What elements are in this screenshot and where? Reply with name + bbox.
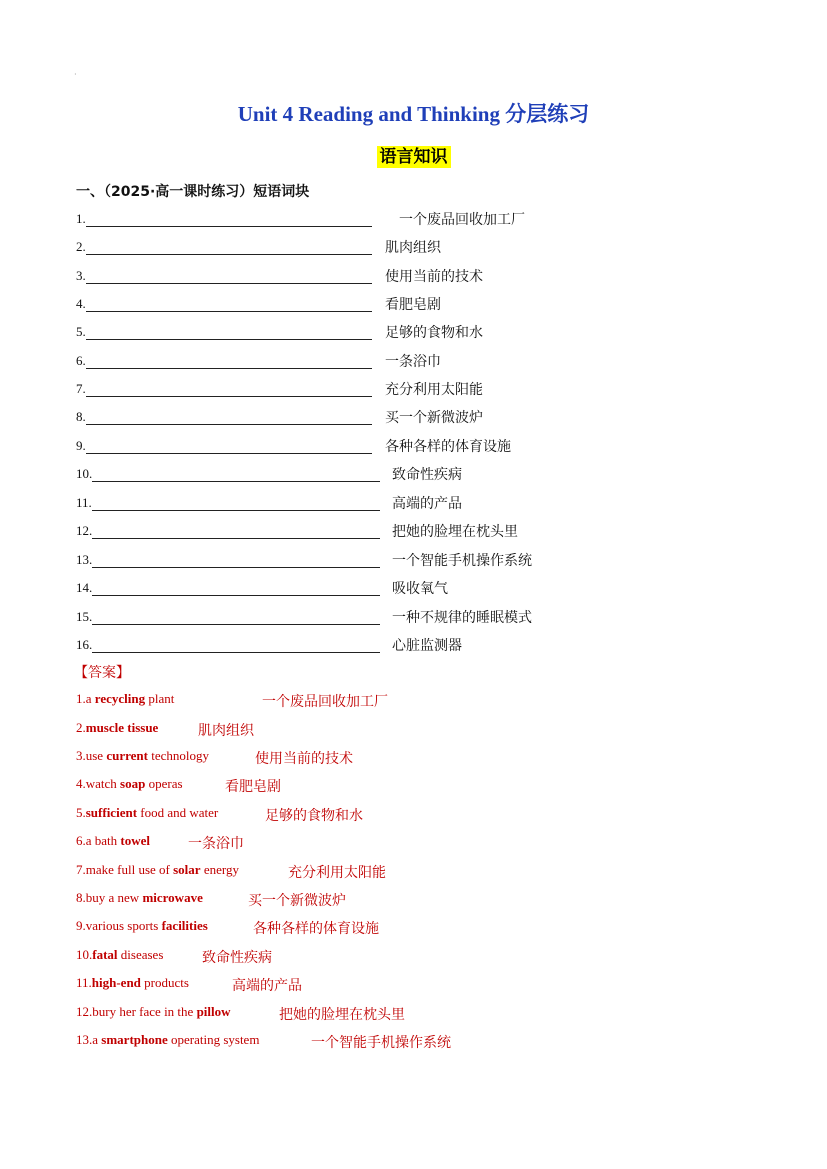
question-number: 11.: [76, 495, 92, 510]
question-chinese: 一个废品回收加工厂: [399, 212, 525, 228]
answer-text: 7.make full use of: [76, 862, 174, 877]
question-row: [76, 293, 576, 315]
answer-text: diseases: [117, 947, 164, 962]
question-row: [76, 406, 576, 428]
answer-keyword: soap: [120, 776, 146, 791]
answer-english: [76, 776, 183, 791]
answer-text: operas: [145, 776, 183, 791]
question-number: 13.: [76, 552, 93, 567]
answer-chinese: 看肥皂剧: [225, 779, 281, 795]
question-chinese: 看肥皂剧: [385, 297, 441, 313]
answer-chinese: 各种各样的体育设施: [253, 921, 379, 937]
answer-chinese: 充分利用太阳能: [288, 865, 386, 881]
question-number: 14.: [76, 580, 93, 595]
question-chinese: 一种不规律的睡眠模式: [392, 610, 532, 626]
answer-keyword: current: [106, 748, 148, 763]
answer-row: [76, 748, 353, 767]
question-number: 9.: [76, 438, 86, 453]
question-row: [76, 435, 576, 457]
answer-blank-line[interactable]: [92, 481, 380, 482]
answer-label: 【答案】: [74, 665, 130, 681]
answer-blank-line[interactable]: [92, 567, 380, 568]
answer-english: [76, 1032, 259, 1047]
answer-chinese: 肌肉组织: [198, 723, 254, 739]
answer-blank-line[interactable]: [92, 624, 380, 625]
answer-text: 5.: [76, 805, 86, 820]
question-row: [76, 549, 576, 571]
answer-chinese: 足够的食物和水: [265, 808, 363, 824]
answer-blank-line[interactable]: [86, 283, 372, 284]
answer-row: [76, 805, 363, 824]
question-row: [76, 350, 576, 372]
answer-english: [76, 805, 218, 820]
section-heading-label: 语言知识: [377, 146, 451, 168]
answer-text: 3.use: [76, 748, 107, 763]
question-chinese: 吸收氧气: [392, 581, 448, 597]
answer-keyword: towel: [120, 833, 151, 848]
section-heading: [0, 142, 827, 167]
answer-blank-line[interactable]: [86, 254, 372, 255]
answer-text: plant: [145, 691, 175, 706]
question-row: [76, 520, 576, 542]
answer-text: 8.buy a new: [76, 890, 143, 905]
answer-text: 2.: [76, 720, 86, 735]
question-row: [76, 208, 576, 230]
question-number: 8.: [76, 409, 86, 424]
answer-text: technology: [147, 748, 209, 763]
answer-blank-line[interactable]: [92, 510, 380, 511]
question-chinese: 心脏监测器: [392, 638, 462, 654]
answer-row: [76, 691, 388, 710]
question-chinese: 高端的产品: [392, 496, 462, 512]
answer-english: [76, 862, 239, 877]
question-row: [76, 463, 576, 485]
answer-blank-line[interactable]: [92, 538, 380, 539]
question-row: [76, 606, 576, 628]
answer-keyword: solar: [173, 862, 201, 877]
answer-keyword: microwave: [142, 890, 203, 905]
answer-row: [76, 975, 302, 994]
answer-text: products: [140, 975, 189, 990]
answer-english: [76, 975, 189, 990]
question-chinese: 充分利用太阳能: [385, 382, 483, 398]
answer-chinese: 一条浴巾: [188, 836, 244, 852]
answer-keyword: recycling: [94, 691, 146, 706]
question-chinese: 一条浴巾: [385, 354, 441, 370]
question-chinese: 足够的食物和水: [385, 325, 483, 341]
answer-row: [76, 720, 254, 739]
question-chinese: 把她的脸埋在枕头里: [392, 524, 518, 540]
question-chinese: 一个智能手机操作系统: [392, 553, 532, 569]
answer-text: 4.watch: [76, 776, 121, 791]
question-chinese: 买一个新微波炉: [385, 410, 483, 426]
page-title: Unit 4 Reading and Thinking 分层练习: [237, 102, 590, 126]
answer-english: [76, 890, 203, 905]
answer-english: [76, 720, 158, 735]
question-number: 3.: [76, 268, 86, 283]
question-number: 4.: [76, 296, 86, 311]
question-row: [76, 321, 576, 343]
answer-blank-line[interactable]: [86, 339, 372, 340]
answer-row: [76, 1032, 451, 1051]
answer-blank-line[interactable]: [86, 396, 372, 397]
answer-text: 6.a bath: [76, 833, 121, 848]
answer-blank-line[interactable]: [92, 595, 380, 596]
answer-blank-line[interactable]: [86, 424, 372, 425]
answer-keyword: sufficient: [85, 805, 138, 820]
answer-blank-line[interactable]: [86, 311, 372, 312]
answer-text: operating system: [167, 1032, 260, 1047]
page-dot: ·: [74, 70, 77, 79]
answer-text: 9.various sports: [76, 918, 162, 933]
answer-keyword: fatal: [92, 947, 118, 962]
answer-blank-line[interactable]: [86, 453, 372, 454]
answer-text: 12.bury her face in the: [76, 1004, 197, 1019]
answer-blank-line[interactable]: [86, 368, 372, 369]
answer-row: [76, 947, 272, 966]
answer-blank-line[interactable]: [92, 652, 380, 653]
question-row: [76, 236, 576, 258]
question-row: [76, 492, 576, 514]
question-chinese: 致命性疾病: [392, 467, 462, 483]
question-chinese: 各种各样的体育设施: [385, 439, 511, 455]
answer-text: 13.a: [76, 1032, 102, 1047]
answer-english: [76, 691, 174, 706]
answer-english: [76, 918, 208, 933]
answer-chinese: 买一个新微波炉: [248, 893, 346, 909]
question-number: 10.: [76, 466, 93, 481]
answer-chinese: 致命性疾病: [202, 950, 272, 966]
answer-keyword: smartphone: [101, 1032, 168, 1047]
answer-keyword: muscle tissue: [85, 720, 159, 735]
answer-row: [76, 890, 346, 909]
answer-text: 10.: [76, 947, 93, 962]
question-number: 1.: [76, 211, 86, 226]
question-number: 12.: [76, 523, 93, 538]
question-row: [76, 378, 576, 400]
answer-text: 1.a: [76, 691, 95, 706]
answer-blank-line[interactable]: [86, 226, 372, 227]
answer-chinese: 使用当前的技术: [255, 751, 353, 767]
answer-row: [76, 1004, 405, 1023]
answer-english: [76, 1004, 231, 1019]
question-number: 5.: [76, 324, 86, 339]
question-row: [76, 577, 576, 599]
answer-english: [76, 833, 150, 848]
question-number: 15.: [76, 609, 93, 624]
question-number: 6.: [76, 353, 86, 368]
answer-keyword: pillow: [196, 1004, 231, 1019]
question-number: 16.: [76, 637, 93, 652]
answer-chinese: 把她的脸埋在枕头里: [279, 1007, 405, 1023]
answer-chinese: 一个智能手机操作系统: [311, 1035, 451, 1051]
part-title: 一、（2025·高一课时练习）短语词块: [76, 184, 310, 200]
answer-row: [76, 833, 244, 852]
question-chinese: 肌肉组织: [385, 240, 441, 256]
answer-row: [76, 862, 386, 881]
answer-chinese: 高端的产品: [232, 978, 302, 994]
question-row: [76, 634, 576, 656]
answer-english: [76, 947, 163, 962]
answer-row: [76, 918, 379, 937]
answer-text: energy: [200, 862, 239, 877]
answer-keyword: facilities: [161, 918, 208, 933]
answer-text: food and water: [137, 805, 219, 820]
answer-chinese: 一个废品回收加工厂: [262, 694, 388, 710]
answer-keyword: high-end: [91, 975, 141, 990]
answer-text: 11.: [76, 975, 92, 990]
question-number: 2.: [76, 239, 86, 254]
question-chinese: 使用当前的技术: [385, 269, 483, 285]
question-row: [76, 265, 576, 287]
answer-english: [76, 748, 209, 763]
question-number: 7.: [76, 381, 86, 396]
answer-row: [76, 776, 281, 795]
